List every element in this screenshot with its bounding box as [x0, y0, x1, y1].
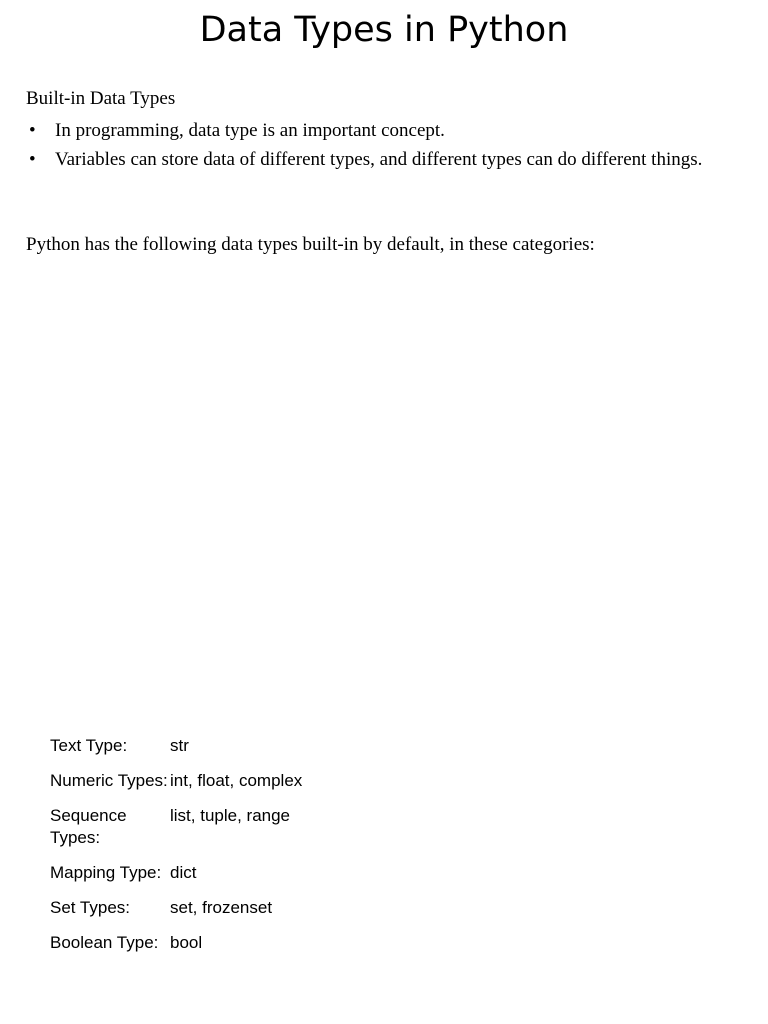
type-values: bool	[170, 933, 203, 952]
table-row	[50, 897, 302, 932]
bullet-item	[26, 117, 736, 144]
type-values: set, frozenset	[170, 898, 273, 917]
bullet-icon: •	[29, 120, 36, 141]
type-values: dict	[170, 863, 197, 882]
section-heading: Built-in Data Types	[26, 88, 176, 109]
bullet-text: Variables can store data of different types, and different types can do different things.	[55, 149, 703, 170]
type-category: Numeric Types:	[50, 771, 168, 790]
data-types-table	[50, 735, 302, 967]
type-category: Set Types:	[50, 898, 131, 917]
type-category: Mapping Type:	[50, 863, 162, 882]
type-category: Text Type:	[50, 736, 128, 755]
type-category: Boolean Type:	[50, 933, 159, 952]
table-row	[50, 770, 302, 805]
bullet-item	[26, 146, 736, 173]
intro-paragraph: Python has the following data types built-in by default, in these categories:	[26, 234, 595, 255]
table-row	[50, 805, 302, 862]
bullet-list	[26, 117, 736, 175]
page-title: Data Types in Python	[199, 10, 569, 50]
table-row	[50, 735, 302, 770]
type-values: str	[170, 736, 189, 755]
bullet-icon: •	[29, 149, 36, 170]
type-category: Sequence Types:	[50, 806, 127, 847]
bullet-text: In programming, data type is an important concept.	[55, 120, 445, 141]
table-row	[50, 862, 302, 897]
type-values: int, float, complex	[170, 771, 303, 790]
type-values: list, tuple, range	[170, 806, 291, 825]
table-row	[50, 932, 302, 967]
